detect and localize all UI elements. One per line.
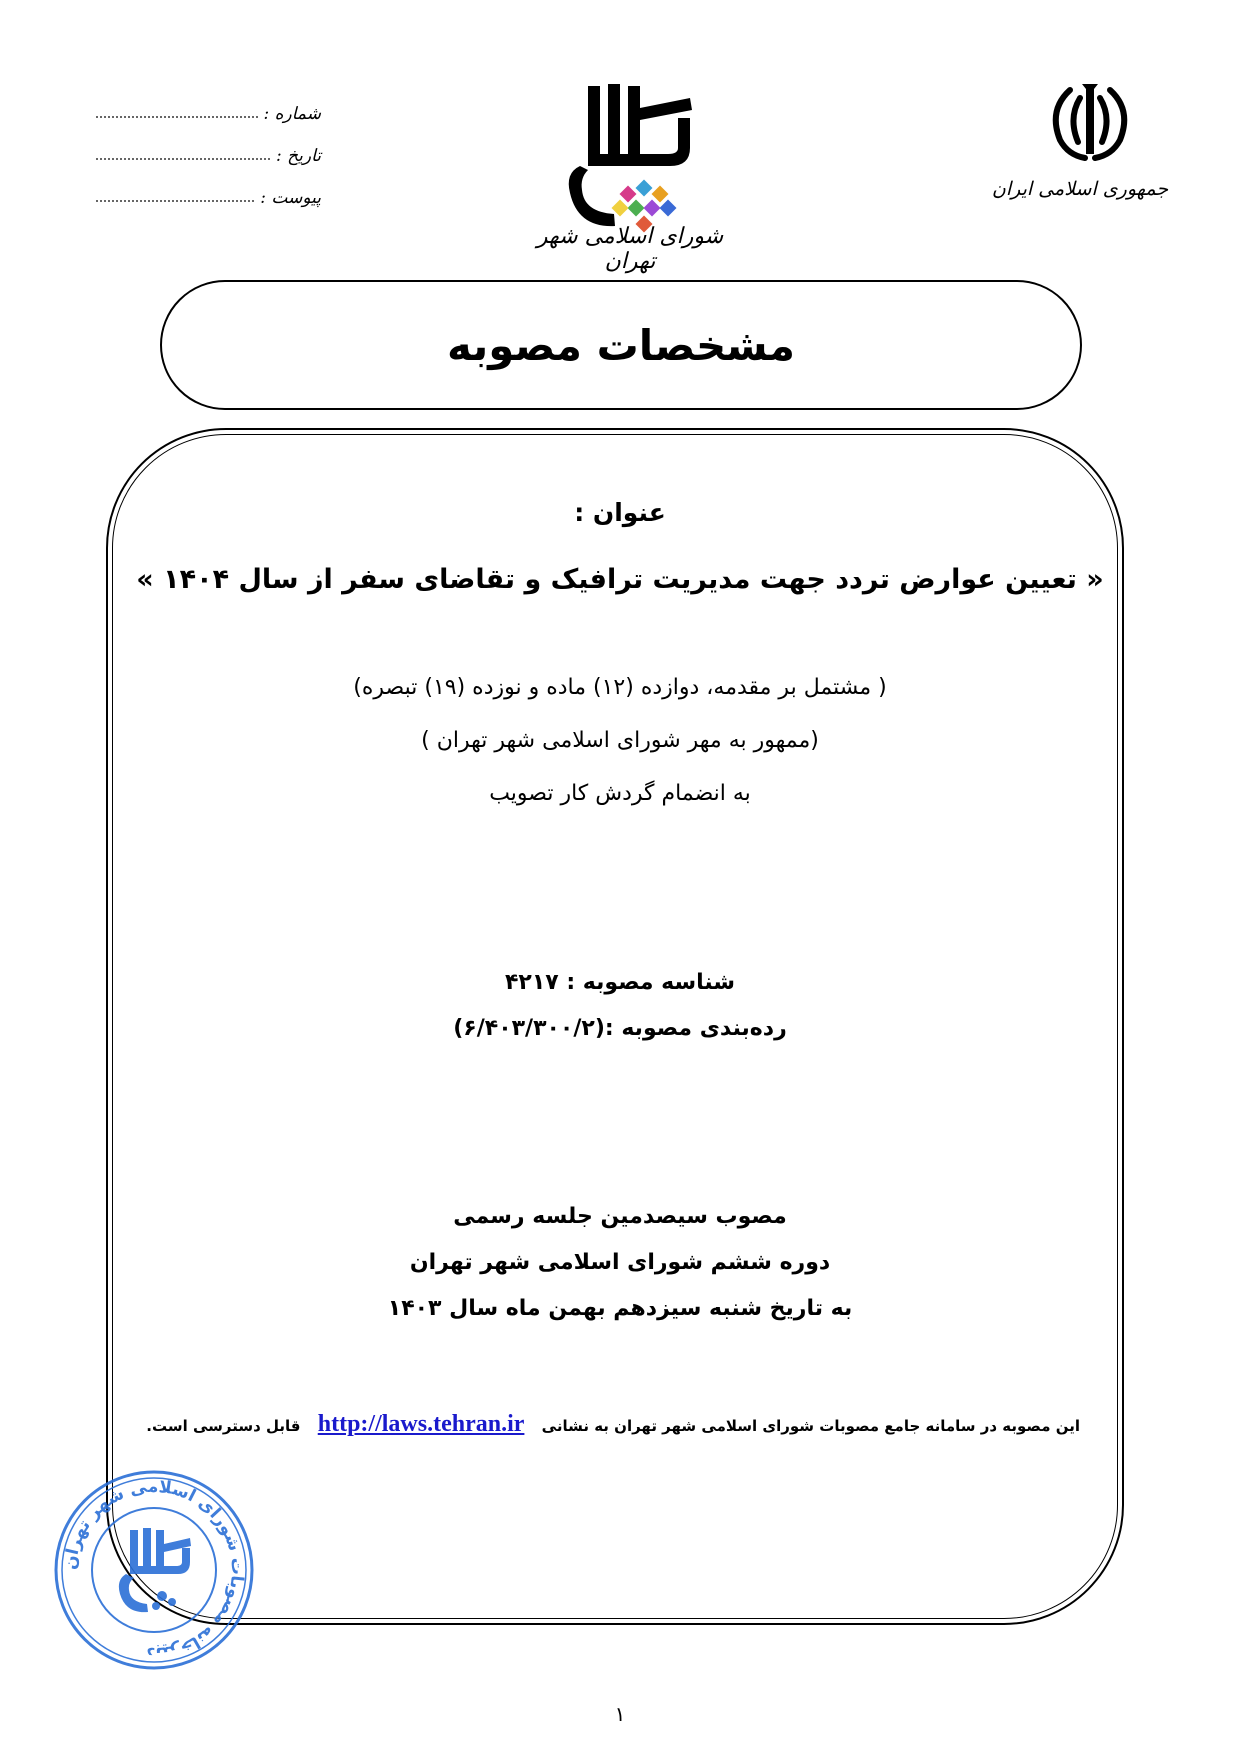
iran-emblem-icon [1040,80,1140,165]
page-title: مشخصات مصوبه [447,320,795,370]
attachment-field [96,180,321,208]
republic-name: جمهوری اسلامی ایران [991,178,1169,200]
page-number: ۱ [614,1702,626,1726]
stamp-text: دبیرخانه مصوبات شورای اسلامی شهر تهران [60,1476,248,1664]
attachment-dots [96,200,254,202]
council-name: شورای اسلامی شهر تهران [536,224,724,274]
footer-note [146,1411,1080,1438]
date-field [96,138,321,166]
date-dots [96,158,270,160]
footer-text-after: قابل دسترسی است. [146,1417,301,1435]
council-stamp-icon [52,1468,257,1673]
laws-link[interactable]: http://laws.tehran.ir [317,1411,525,1437]
footer-text-before: این مصوبه در سامانه جامع مصوبات شورای اسلامی شهر تهران به نشانی [541,1417,1080,1435]
contents-note: ( مشتمل بر مقدمه، دوازده (۱۲) ماده و نوزده (۱۹) تبصره) [353,675,887,700]
number-label: شماره : [263,104,321,124]
date-label: تاریخ : [276,146,321,166]
approval-date: به تاریخ شنبه سیزدهم بهمن ماه سال ۱۴۰۳ [387,1296,853,1321]
resolution-classification: رده‌بندی مصوبه :(۶/۴۰۳/۳۰۰/۲) [453,1016,787,1041]
council-period: دوره ششم شورای اسلامی شهر تهران [409,1250,831,1275]
subject-heading: عنوان : [574,498,666,527]
resolution-subject: « تعیین عوارض تردد جهت مدیریت ترافیک و تقاضای سفر از سال ۱۴۰۴ » [136,564,1104,595]
seal-note: (ممهور به مهر شورای اسلامی شهر تهران ) [421,728,819,753]
attachment-label: پیوست : [260,188,321,208]
annex-note: به انضمام گردش کار تصویب [489,781,751,806]
approval-session: مصوب سیصدمین جلسه رسمی [453,1204,787,1229]
number-dots [96,116,258,118]
title-box [160,280,1082,410]
resolution-id: شناسه مصوبه : ۴۲۱۷ [504,970,736,995]
number-field [96,96,321,124]
